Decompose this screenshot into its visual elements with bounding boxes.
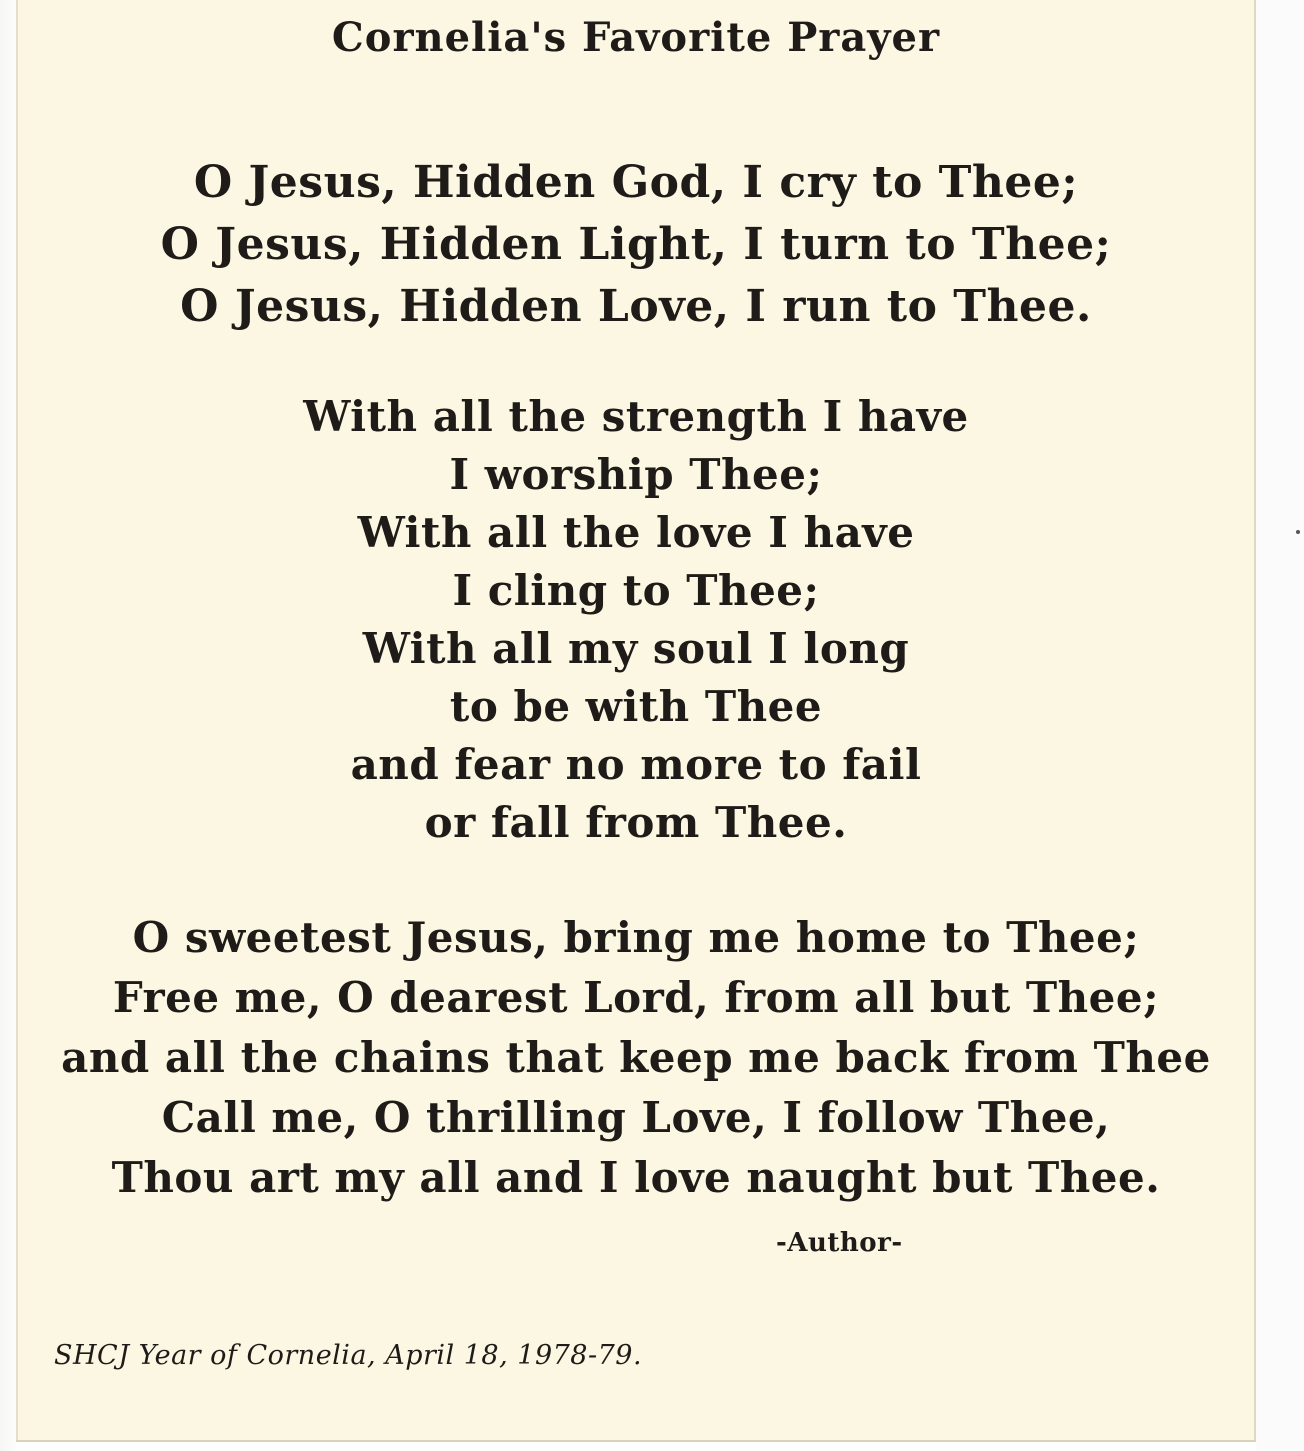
scan-background-right bbox=[1256, 0, 1304, 1451]
stanza-2-line: I worship Thee; bbox=[449, 450, 823, 499]
stanza-3-line: Free me, O dearest Lord, from all but Thee; bbox=[112, 973, 1160, 1022]
stanza-1 bbox=[16, 152, 1256, 338]
scan-speck bbox=[1296, 530, 1300, 534]
scan-background-left bbox=[0, 0, 16, 1451]
stanza-1-line: O Jesus, Hidden Love, I run to Thee. bbox=[180, 281, 1092, 332]
footer-note: SHCJ Year of Cornelia, April 18, 1978-79. bbox=[54, 1340, 643, 1371]
stanza-2-line: I cling to Thee; bbox=[452, 566, 820, 615]
stanza-2-line: With all my soul I long bbox=[362, 624, 910, 673]
stanza-2 bbox=[16, 388, 1256, 852]
stanza-2-line: to be with Thee bbox=[449, 682, 823, 731]
stanza-2-line: and fear no more to fail bbox=[350, 740, 922, 789]
stanza-3-line: Call me, O thrilling Love, I follow Thee, bbox=[161, 1093, 1111, 1142]
author-attribution: -Author- bbox=[776, 1228, 903, 1258]
stanza-2-line: With all the love I have bbox=[357, 508, 915, 557]
stanza-2-line: With all the strength I have bbox=[303, 392, 969, 441]
card-title: Cornelia's Favorite Prayer bbox=[331, 14, 941, 61]
stanza-1-line: O Jesus, Hidden Light, I turn to Thee; bbox=[160, 219, 1112, 270]
stanza-3 bbox=[16, 908, 1256, 1208]
stanza-3-line: O sweetest Jesus, bring me home to Thee; bbox=[132, 913, 1140, 962]
stanza-3-line: Thou art my all and I love naught but Thee. bbox=[111, 1153, 1161, 1202]
stanza-2-line: or fall from Thee. bbox=[424, 798, 848, 847]
stanza-1-line: O Jesus, Hidden God, I cry to Thee; bbox=[193, 157, 1079, 208]
card-bottom-edge bbox=[16, 1440, 1256, 1442]
stanza-3-line: and all the chains that keep me back from Thee bbox=[61, 1033, 1211, 1082]
prayer-card bbox=[16, 0, 1256, 1440]
